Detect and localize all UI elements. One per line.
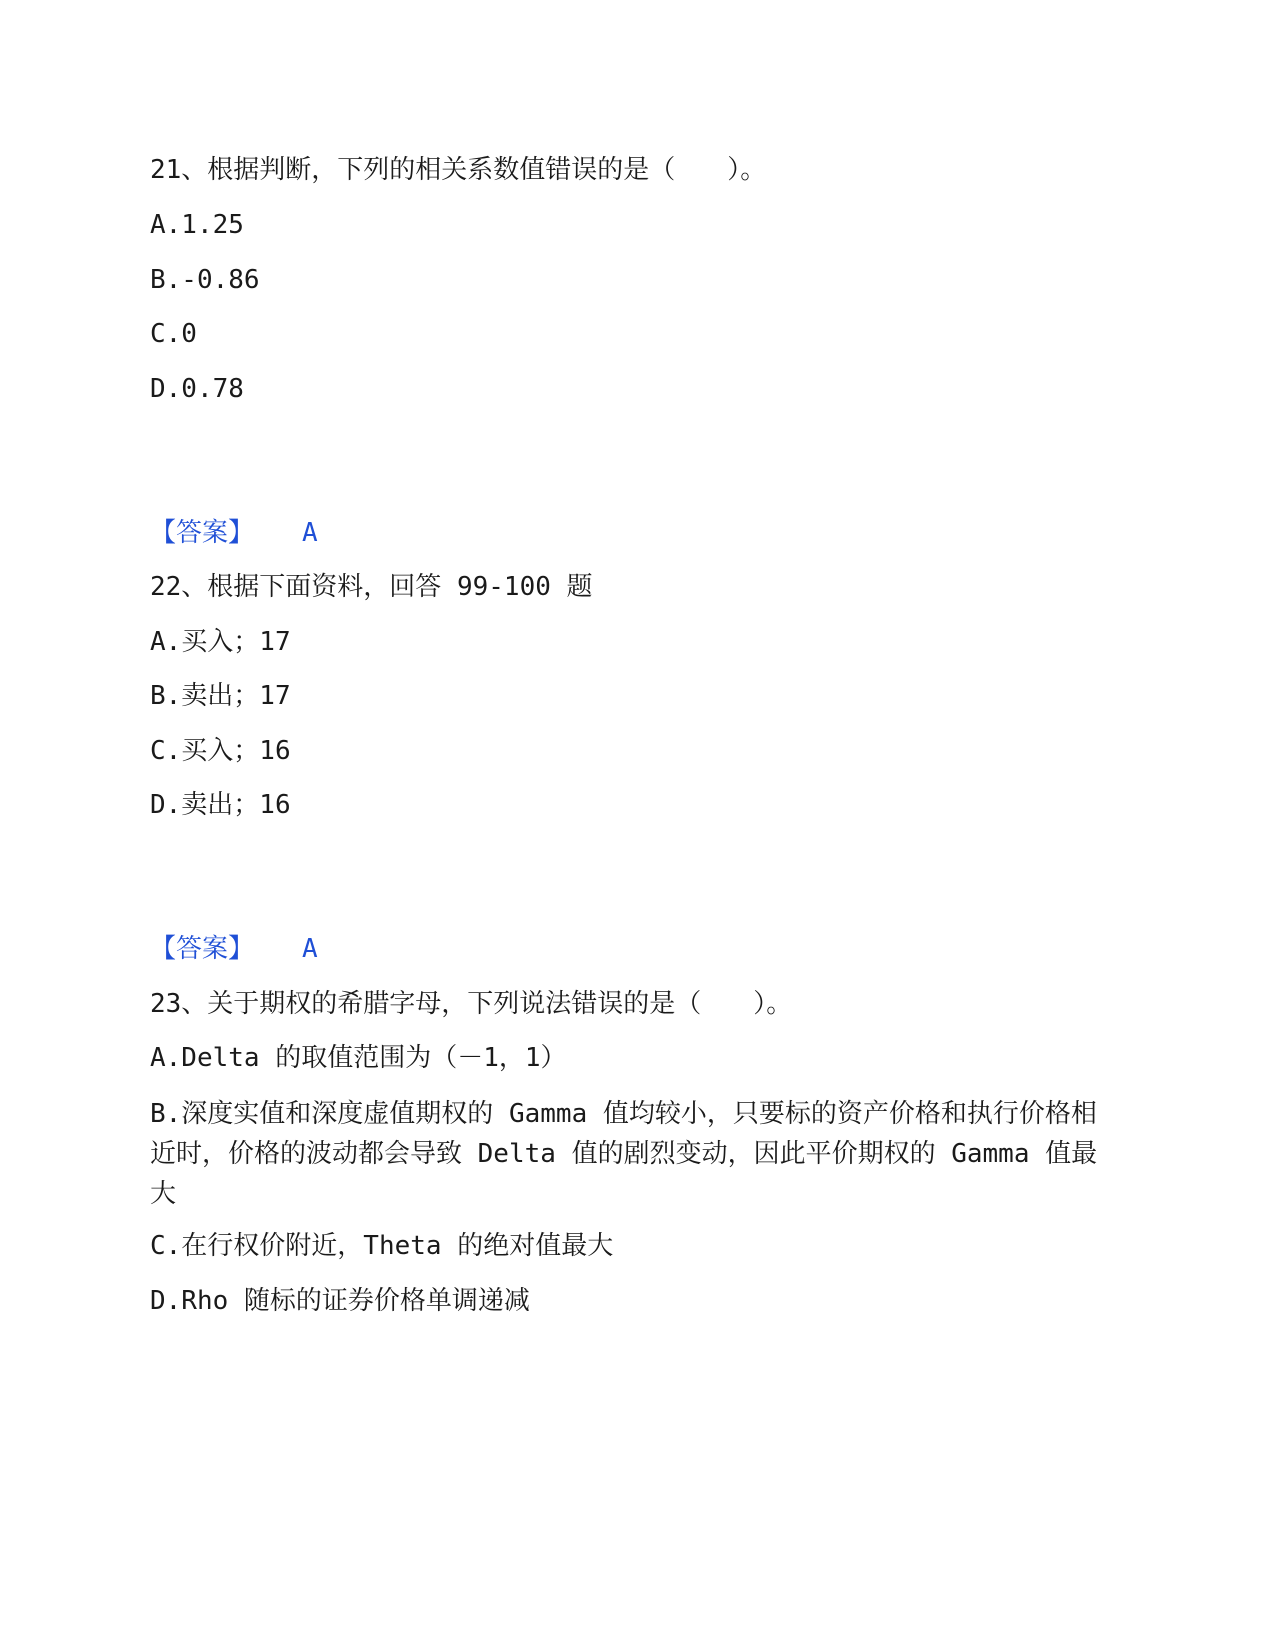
question-23-option-b: B.深度实值和深度虚值期权的 Gamma 值均较小，只要标的资产价格和执行价格相近时，价格的波动都会导致 Delta 值的剧烈变动，因此平价期权的 Gamma 值最大 — [150, 1099, 1098, 1209]
question-21-option-a: A.1.25 — [150, 210, 244, 240]
question-21-option-d: D.0.78 — [150, 374, 244, 404]
question-22-option-d: D.卖出；16 — [150, 790, 291, 820]
answer-value: A — [302, 934, 318, 964]
question-21-stem: 21、根据判断，下列的相关系数值错误的是（ ）。 — [150, 155, 767, 185]
question-22-answer — [150, 934, 318, 964]
question-21-option-c: C.0 — [150, 319, 197, 349]
question-23-option-a: A.Delta 的取值范围为（－1，1） — [150, 1043, 567, 1073]
question-23-option-c: C.在行权价附近，Theta 的绝对值最大 — [150, 1231, 614, 1261]
question-22-option-a: A.买入；17 — [150, 627, 291, 657]
question-21-answer — [150, 518, 318, 548]
question-22-stem: 22、根据下面资料，回答 99-100 题 — [150, 572, 593, 602]
question-23-stem: 23、关于期权的希腊字母，下列说法错误的是（ ）。 — [150, 989, 793, 1019]
question-22-option-c: C.买入；16 — [150, 736, 291, 766]
question-21-option-b: B.-0.86 — [150, 265, 260, 295]
answer-label: 【答案】 — [150, 518, 255, 548]
answer-label: 【答案】 — [150, 934, 255, 964]
question-23-option-d: D.Rho 随标的证券价格单调递减 — [150, 1286, 530, 1316]
answer-value: A — [302, 518, 318, 548]
question-22-option-b: B.卖出；17 — [150, 681, 291, 711]
